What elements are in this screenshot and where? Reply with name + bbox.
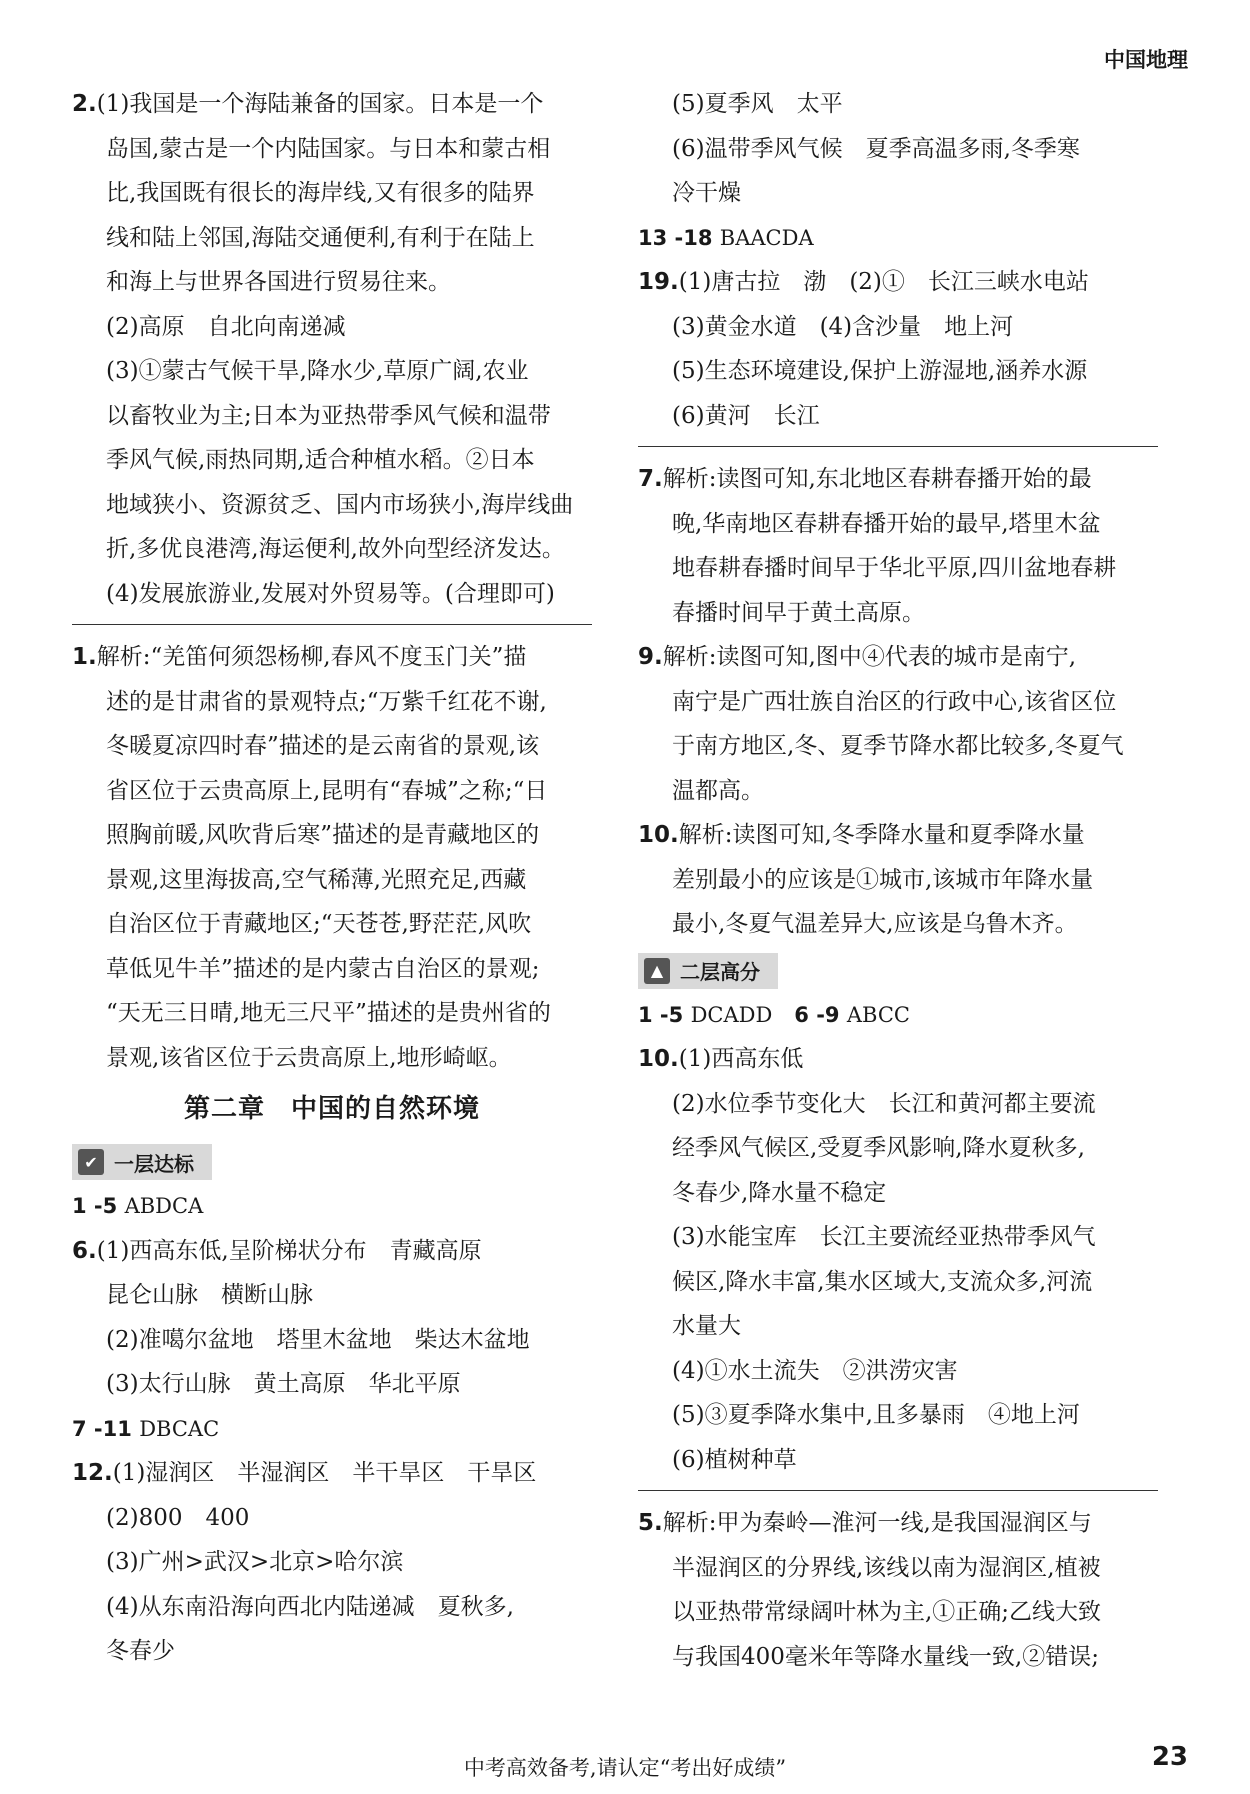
text-line: (4)发展旅游业,发展对外贸易等。(合理即可) [106, 580, 555, 607]
text-line: (5)夏季风 太平 [672, 91, 843, 117]
text-line: (3)广州>武汉>北京>哈尔滨 [106, 1549, 404, 1575]
text-line: (6)植树种草 [672, 1446, 797, 1473]
text-line: (3)①蒙古气候干旱,降水少,草原广阔,农业 [106, 358, 529, 384]
text-line: (2)800 400 [106, 1504, 250, 1531]
text-line: (1)唐古拉 渤 (2)① 长江三峡水电站 [678, 269, 1089, 295]
analysis-block-5 [638, 1501, 1158, 1679]
text-line: 解析:甲为秦岭—淮河一线,是我国湿润区与 [662, 1510, 1092, 1536]
text-line: 省区位于云贵高原上,昆明有“春城”之称;“日 [106, 777, 548, 804]
text-line: (6)温带季风气候 夏季高温多雨,冬季寒 [672, 135, 1080, 162]
text-line: (5)③夏季降水集中,且多暴雨 ④地上河 [672, 1402, 1080, 1428]
answer-block-q6 [72, 1229, 592, 1407]
text-line: “天无三日晴,地无三尺平”描述的是贵州省的 [106, 1000, 551, 1026]
text-line: 季风气候,雨热同期,适合种植水稻。②日本 [106, 447, 535, 473]
text-line: 自治区位于青藏地区;“天苍苍,野茫茫,风吹 [106, 911, 532, 937]
text-line: 冷干燥 [672, 180, 741, 206]
text-line: 半湿润区的分界线,该线以南为湿润区,植被 [672, 1554, 1101, 1581]
text-line: 解析:读图可知,东北地区春耕春播开始的最 [662, 466, 1092, 492]
answer-block-q19 [638, 260, 1158, 438]
text-line: (1)湿润区 半湿润区 半干旱区 干旱区 [112, 1460, 537, 1486]
divider [638, 446, 1158, 447]
chapter-title [72, 1080, 592, 1138]
text-line: 以亚热带常绿阔叶林为主,①正确;乙线大致 [672, 1599, 1102, 1625]
question-number: 10. [638, 822, 679, 848]
text-line: (3)水能宝库 长江主要流经亚热带季风气 [672, 1224, 1096, 1250]
question-number: 5. [638, 1510, 663, 1536]
question-number: 6. [72, 1237, 97, 1264]
answer-block-continued [638, 82, 1158, 216]
text-line: 比,我国既有很长的海岸线,又有很多的陆界 [106, 180, 535, 206]
text-line: 以畜牧业为主;日本为亚热带季风气候和温带 [106, 402, 551, 429]
text-line: 冬春少,降水量不稳定 [672, 1179, 887, 1206]
text-line: 南宁是广西壮族自治区的行政中心,该省区位 [672, 688, 1117, 715]
answer-range-7-11: 7 -11 DBCAC [72, 1416, 220, 1441]
text-line: 解析:读图可知,图中④代表的城市是南宁, [662, 644, 1077, 670]
divider [72, 624, 592, 625]
text-line: 差别最小的应该是①城市,该城市年降水量 [672, 866, 1094, 893]
question-number: 10. [638, 1046, 679, 1072]
text-line: (2)高原 自北向南递减 [106, 313, 346, 340]
text-line: 与我国400毫米年等降水量线一致,②错误; [672, 1643, 1099, 1670]
text-line: 晚,华南地区春耕春播开始的最早,塔里木盆 [672, 510, 1101, 537]
badge-label: 一层达标 [114, 1151, 194, 1176]
footer-slogan: 中考高效备考,请认定“考出好成绩” [463, 1756, 787, 1780]
answer-range-13-18: 13 -18 BAACDA [638, 225, 814, 250]
text-line: (5)生态环境建设,保护上游湿地,涵养水源 [672, 358, 1088, 384]
page-number: 23 [1151, 1742, 1188, 1772]
text-line: 冬春少 [106, 1638, 175, 1664]
answer-range-1-9: 1 -5 DCADD 6 -9 ABCC [638, 1002, 910, 1027]
text-line: 景观,这里海拔高,空气稀薄,光照充足,西藏 [106, 866, 527, 893]
text-line: 草低见牛羊”描述的是内蒙古自治区的景观; [106, 955, 540, 982]
divider [638, 1490, 1158, 1491]
chapter-number: 第二章 [183, 1094, 265, 1124]
text-line: (2)水位季节变化大 长江和黄河都主要流 [672, 1090, 1096, 1117]
text-line: (6)黄河 长江 [672, 402, 820, 429]
analysis-block-7 [638, 457, 1158, 635]
analysis-block-9 [638, 635, 1158, 813]
text-line: 昆仑山脉 横断山脉 [106, 1282, 313, 1308]
section-badge-level1 [72, 1144, 212, 1180]
text-line: 经季风气候区,受夏季风影响,降水夏秋多, [672, 1135, 1085, 1161]
text-line: 于南方地区,冬、夏季节降水都比较多,冬夏气 [672, 733, 1124, 759]
text-line: 述的是甘肃省的景观特点;“万紫千红花不谢, [106, 688, 547, 715]
text-line: (2)准噶尔盆地 塔里木盆地 柴达木盆地 [106, 1326, 530, 1353]
question-number: 1. [72, 644, 97, 670]
text-line: 折,多优良港湾,海运便利,故外向型经济发达。 [106, 536, 565, 562]
answer-block-q10 [638, 1037, 1158, 1482]
text-line: (3)太行山脉 黄土高原 华北平原 [106, 1371, 461, 1397]
question-number: 2. [72, 91, 97, 117]
section-badge-level2 [638, 953, 778, 989]
right-column [638, 82, 1158, 1679]
text-line: (1)西高东低,呈阶梯状分布 青藏高原 [96, 1237, 482, 1264]
text-line: 候区,降水丰富,集水区域大,支流众多,河流 [672, 1268, 1093, 1295]
text-line: 冬暖夏凉四时春”描述的是云南省的景观,该 [106, 733, 540, 759]
chapter-name: 中国的自然环境 [291, 1094, 481, 1124]
question-number: 12. [72, 1460, 113, 1486]
answer-range-1-5: 1 -5 ABDCA [72, 1194, 204, 1218]
text-line: (4)从东南沿海向西北内陆递减 夏秋多, [106, 1593, 514, 1620]
question-number: 19. [638, 269, 679, 295]
answer-block-q12 [72, 1451, 592, 1674]
text-line: 岛国,蒙古是一个内陆国家。与日本和蒙古相 [106, 135, 551, 162]
header-subject: 中国地理 [1104, 48, 1188, 72]
left-column [72, 82, 592, 1674]
text-line: 和海上与世界各国进行贸易往来。 [106, 269, 451, 295]
text-line: 景观,该省区位于云贵高原上,地形崎岖。 [106, 1044, 512, 1071]
text-line: 地域狭小、资源贫乏、国内市场狭小,海岸线曲 [106, 491, 574, 518]
badge-label: 二层高分 [680, 960, 760, 984]
question-number: 9. [638, 644, 663, 670]
text-line: 解析:读图可知,冬季降水量和夏季降水量 [678, 822, 1085, 848]
analysis-block-1 [72, 635, 592, 1080]
text-line: (1)我国是一个海陆兼备的国家。日本是一个 [96, 91, 544, 117]
text-line: (1)西高东低 [678, 1046, 804, 1072]
text-line: 春播时间早于黄土高原。 [672, 599, 925, 626]
text-line: 照胸前暖,风吹背后寒”描述的是青藏地区的 [106, 822, 540, 848]
up-arrow-icon: ▲ [644, 958, 670, 984]
text-line: 最小,冬夏气温差异大,应该是乌鲁木齐。 [672, 911, 1078, 937]
question-number: 7. [638, 466, 663, 492]
text-line: 线和陆上邻国,海陆交通便利,有利于在陆上 [106, 224, 535, 251]
answer-block-q2 [72, 82, 592, 616]
analysis-block-10 [638, 813, 1158, 947]
text-line: (4)①水土流失 ②洪涝灾害 [672, 1357, 958, 1384]
text-line: (3)黄金水道 (4)含沙量 地上河 [672, 313, 1014, 340]
text-line: 水量大 [672, 1313, 741, 1339]
text-line: 地春耕春播时间早于华北平原,四川盆地春耕 [672, 555, 1117, 581]
text-line: 解析:“羌笛何须怨杨柳,春风不度玉门关”描 [96, 644, 527, 670]
checkmark-icon: ✔ [78, 1149, 104, 1175]
text-line: 温都高。 [672, 777, 764, 804]
